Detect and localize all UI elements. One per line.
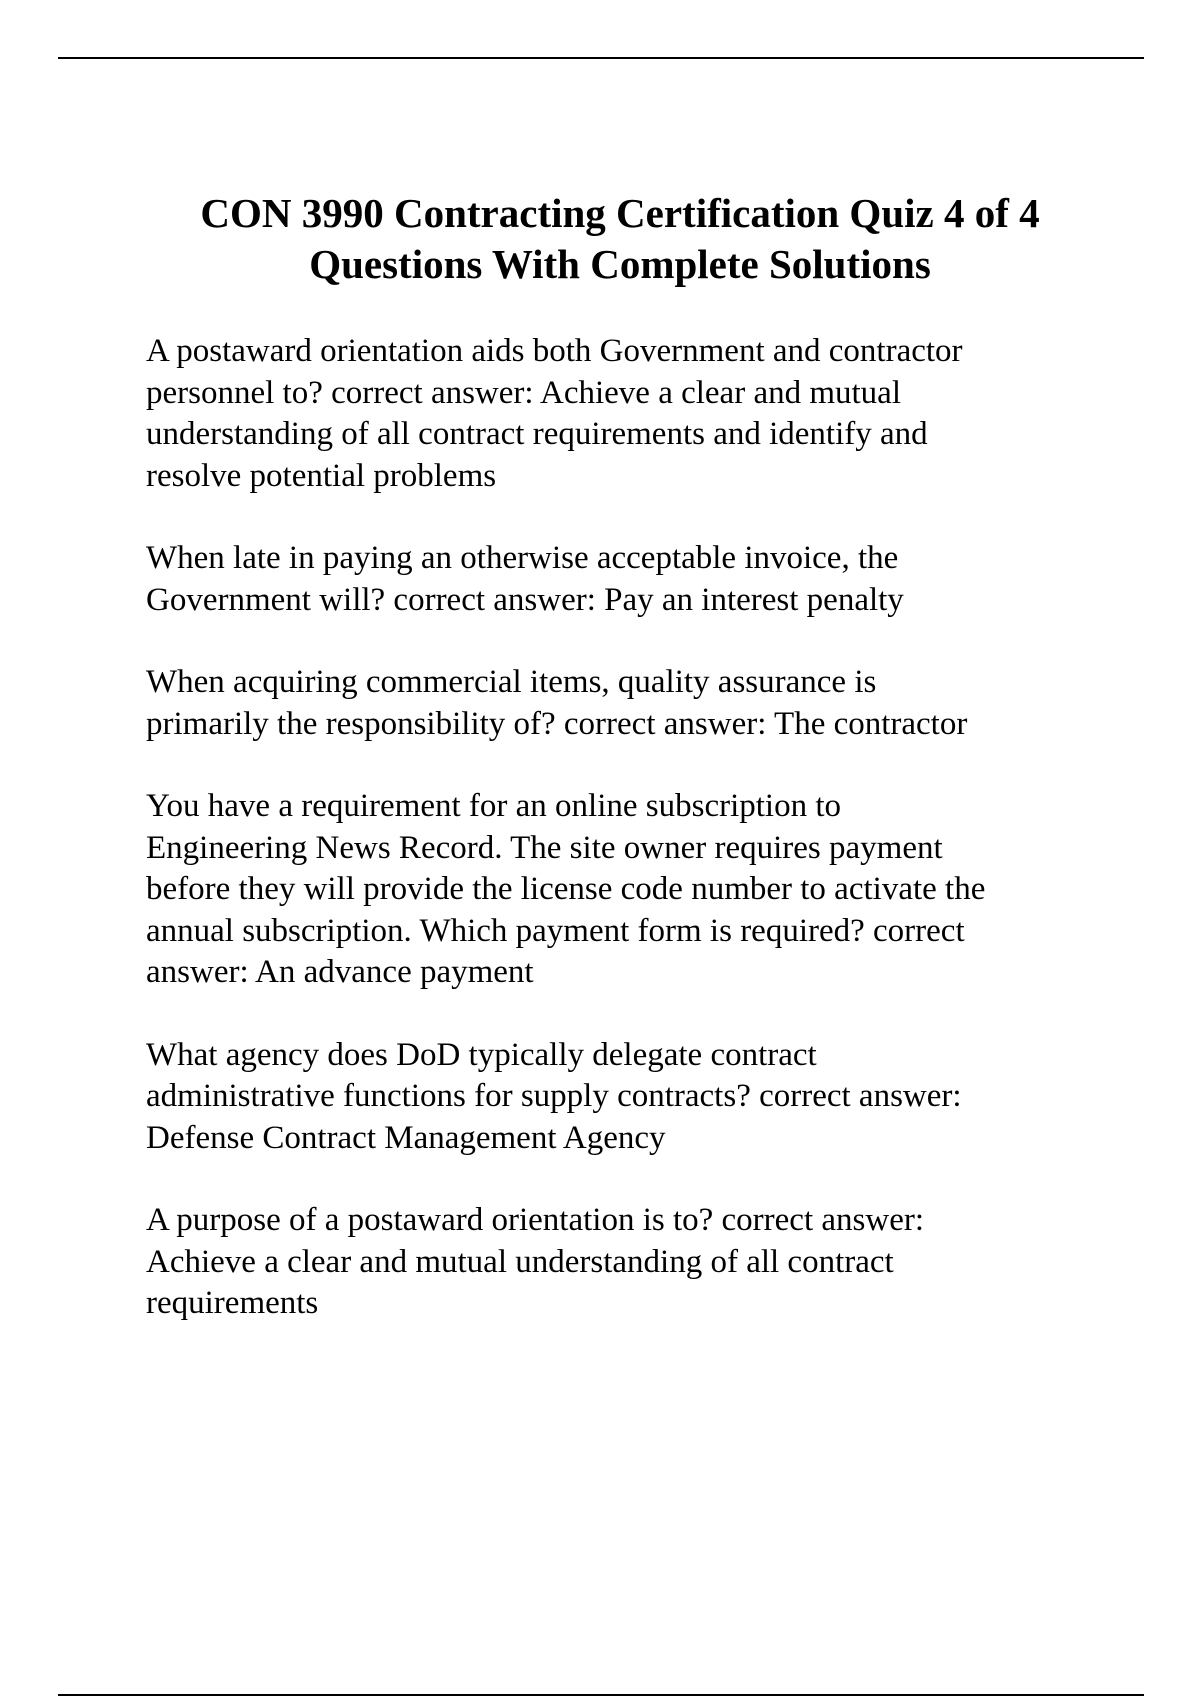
qa-line: primarily the responsibility of? correct answer: The contractor — [146, 705, 968, 742]
qa-line: When acquiring commercial items, quality assurance is — [146, 664, 877, 700]
qa-line: annual subscription. Which payment form is required? correct — [146, 912, 965, 949]
qa-line: Engineering News Record. The site owner requires payment — [146, 829, 943, 866]
qa-item-3 — [146, 662, 1106, 745]
bottom-divider — [58, 1694, 1144, 1696]
qa-list — [146, 331, 1106, 1366]
top-divider — [58, 57, 1144, 59]
document-title — [100, 188, 1140, 290]
qa-item-5 — [146, 1035, 1106, 1160]
qa-line: What agency does DoD typically delegate contract — [146, 1036, 817, 1073]
title-line: CON 3990 Contracting Certification Quiz 4 of 4 — [200, 190, 1040, 236]
qa-item-1 — [146, 331, 1106, 497]
qa-line: Achieve a clear and mutual understanding of all contract — [146, 1243, 894, 1280]
qa-line: A purpose of a postaward orientation is to? correct answer: — [146, 1202, 924, 1238]
qa-line: Government will? correct answer: Pay an interest penalty — [146, 581, 904, 618]
qa-line: When late in paying an otherwise acceptable invoice, the — [146, 540, 899, 576]
qa-item-4 — [146, 786, 1106, 994]
title-line: Questions With Complete Solutions — [309, 241, 931, 287]
qa-item-6 — [146, 1200, 1106, 1325]
qa-line: requirements — [146, 1285, 319, 1321]
qa-line: before they will provide the license code number to activate the — [146, 871, 986, 907]
qa-line: Defense Contract Management Agency — [146, 1119, 666, 1156]
qa-line: answer: An advance payment — [146, 954, 534, 990]
qa-line: resolve potential problems — [146, 457, 497, 494]
qa-line: administrative functions for supply contracts? correct answer: — [146, 1078, 962, 1114]
qa-line: You have a requirement for an online subscription to — [146, 788, 841, 824]
qa-item-2 — [146, 538, 1106, 621]
qa-line: A postaward orientation aids both Government and contractor — [146, 333, 963, 369]
qa-line: personnel to? correct answer: Achieve a clear and mutual — [146, 374, 901, 411]
qa-line: understanding of all contract requirements and identify and — [146, 416, 928, 452]
